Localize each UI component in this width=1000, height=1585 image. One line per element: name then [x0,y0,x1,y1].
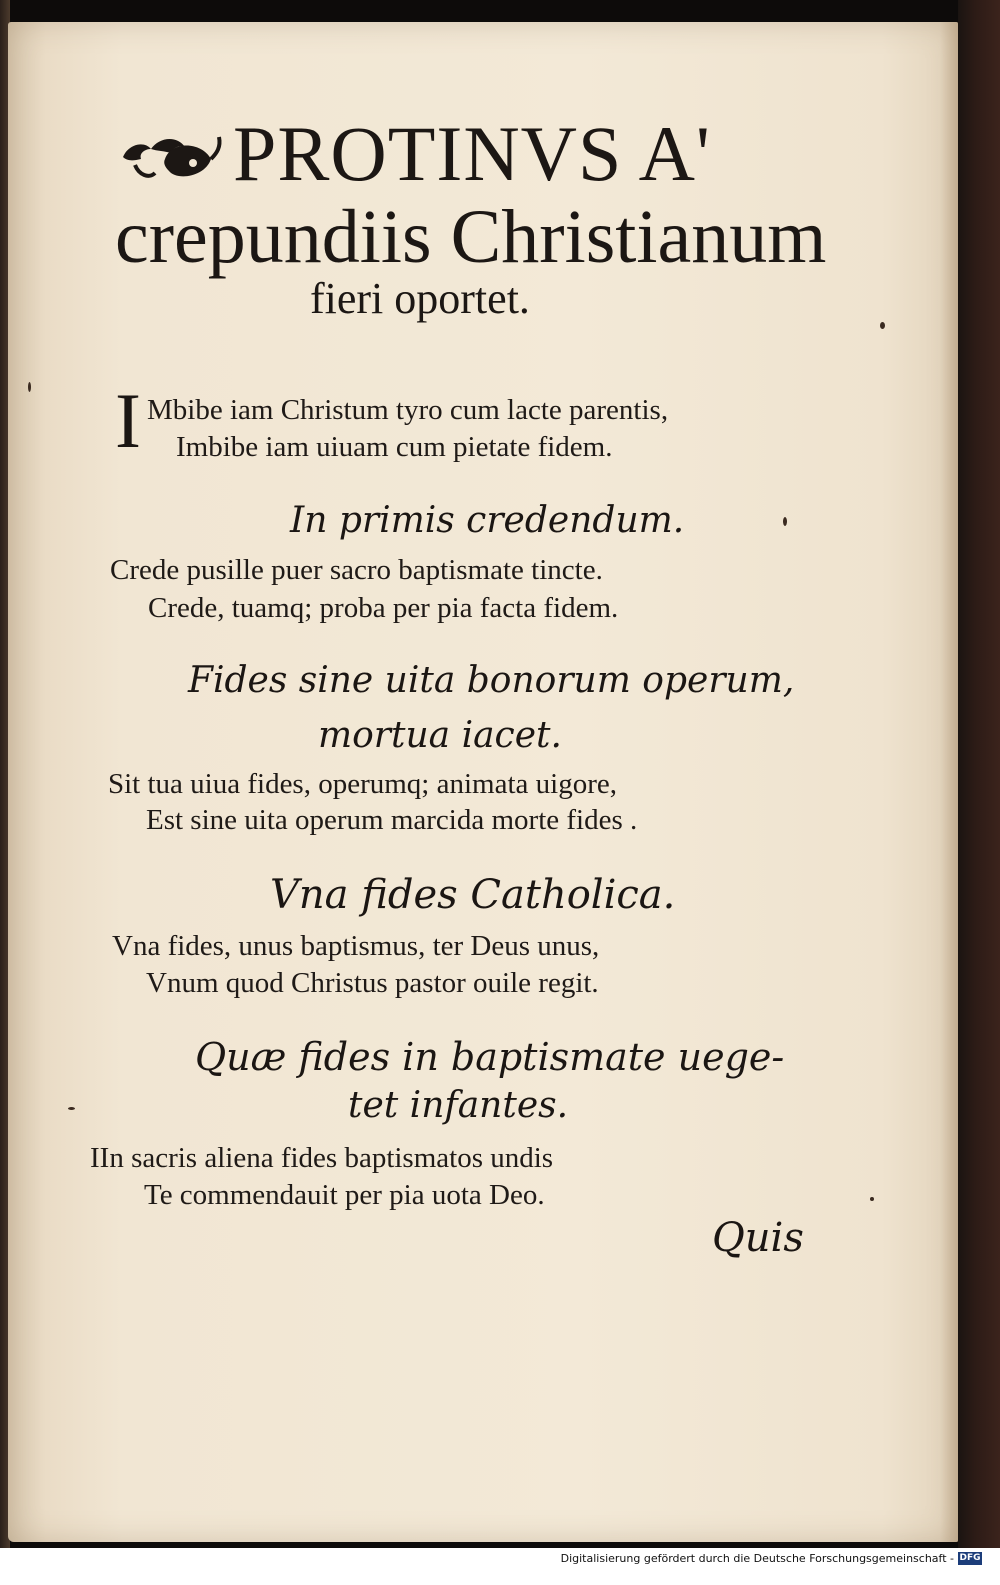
dfg-logo-icon: DFG [959,1553,981,1563]
title-line-3: fieri oportet. [310,274,530,323]
page-title [115,110,835,323]
ink-speck [68,1107,75,1110]
section-2-verse-line-2: Est sine uita operum marcida morte fides . [146,804,638,836]
title-line-1 [115,110,835,197]
section-heading-3: Vna fides Catholica. [270,872,676,918]
section-heading-1: In primis credendum. [290,500,685,541]
book-cover-edge [958,0,1000,1548]
intro-verse-line-1: Mbibe iam Christum tyro cum lacte parentis, [147,394,669,426]
footer-credit: Digitalisierung gefördert durch die Deutsche Forschungsgemeinschaft - [560,1552,954,1565]
ink-speck [28,382,31,392]
section-heading-4-line-2: tet infantes. [348,1085,569,1126]
ink-speck [783,517,787,526]
title-text-1: PROTINVS A' [233,110,711,197]
section-heading-2-line-2: mortua iacet. [318,715,562,756]
section-2-verse-line-1: Sit tua uiua fides, operumq; animata uigore, [108,768,617,800]
section-4-verse-line-1: IIn sacris aliena fides baptismatos undis [90,1142,554,1174]
ink-speck [870,1197,874,1201]
drop-capital: I [115,377,141,464]
title-line-2: crepundiis Christianum [115,195,827,279]
section-1-verse-line-1: Crede pusille puer sacro baptismate tincte. [110,554,603,586]
fleuron-ornament-icon [115,119,225,189]
section-4-verse-line-2: Te commendauit per pia uota Deo. [144,1179,545,1211]
section-heading-4-line-1: Quæ fides in baptismate uege- [195,1035,785,1079]
section-1-verse-line-2: Crede, tuamq; proba per pia facta fidem. [148,592,619,624]
catchword: Quis [712,1215,804,1261]
section-3-verse-line-1: Vna fides, unus baptismus, ter Deus unus, [112,930,600,962]
section-heading-2-line-1: Fides sine uita bonorum operum, [188,660,795,701]
intro-verse-line-2: Imbibe iam uiuam cum pietate fidem. [176,431,613,463]
section-3-verse-line-2: Vnum quod Christus pastor ouile regit. [146,967,599,999]
ink-speck [880,322,885,329]
